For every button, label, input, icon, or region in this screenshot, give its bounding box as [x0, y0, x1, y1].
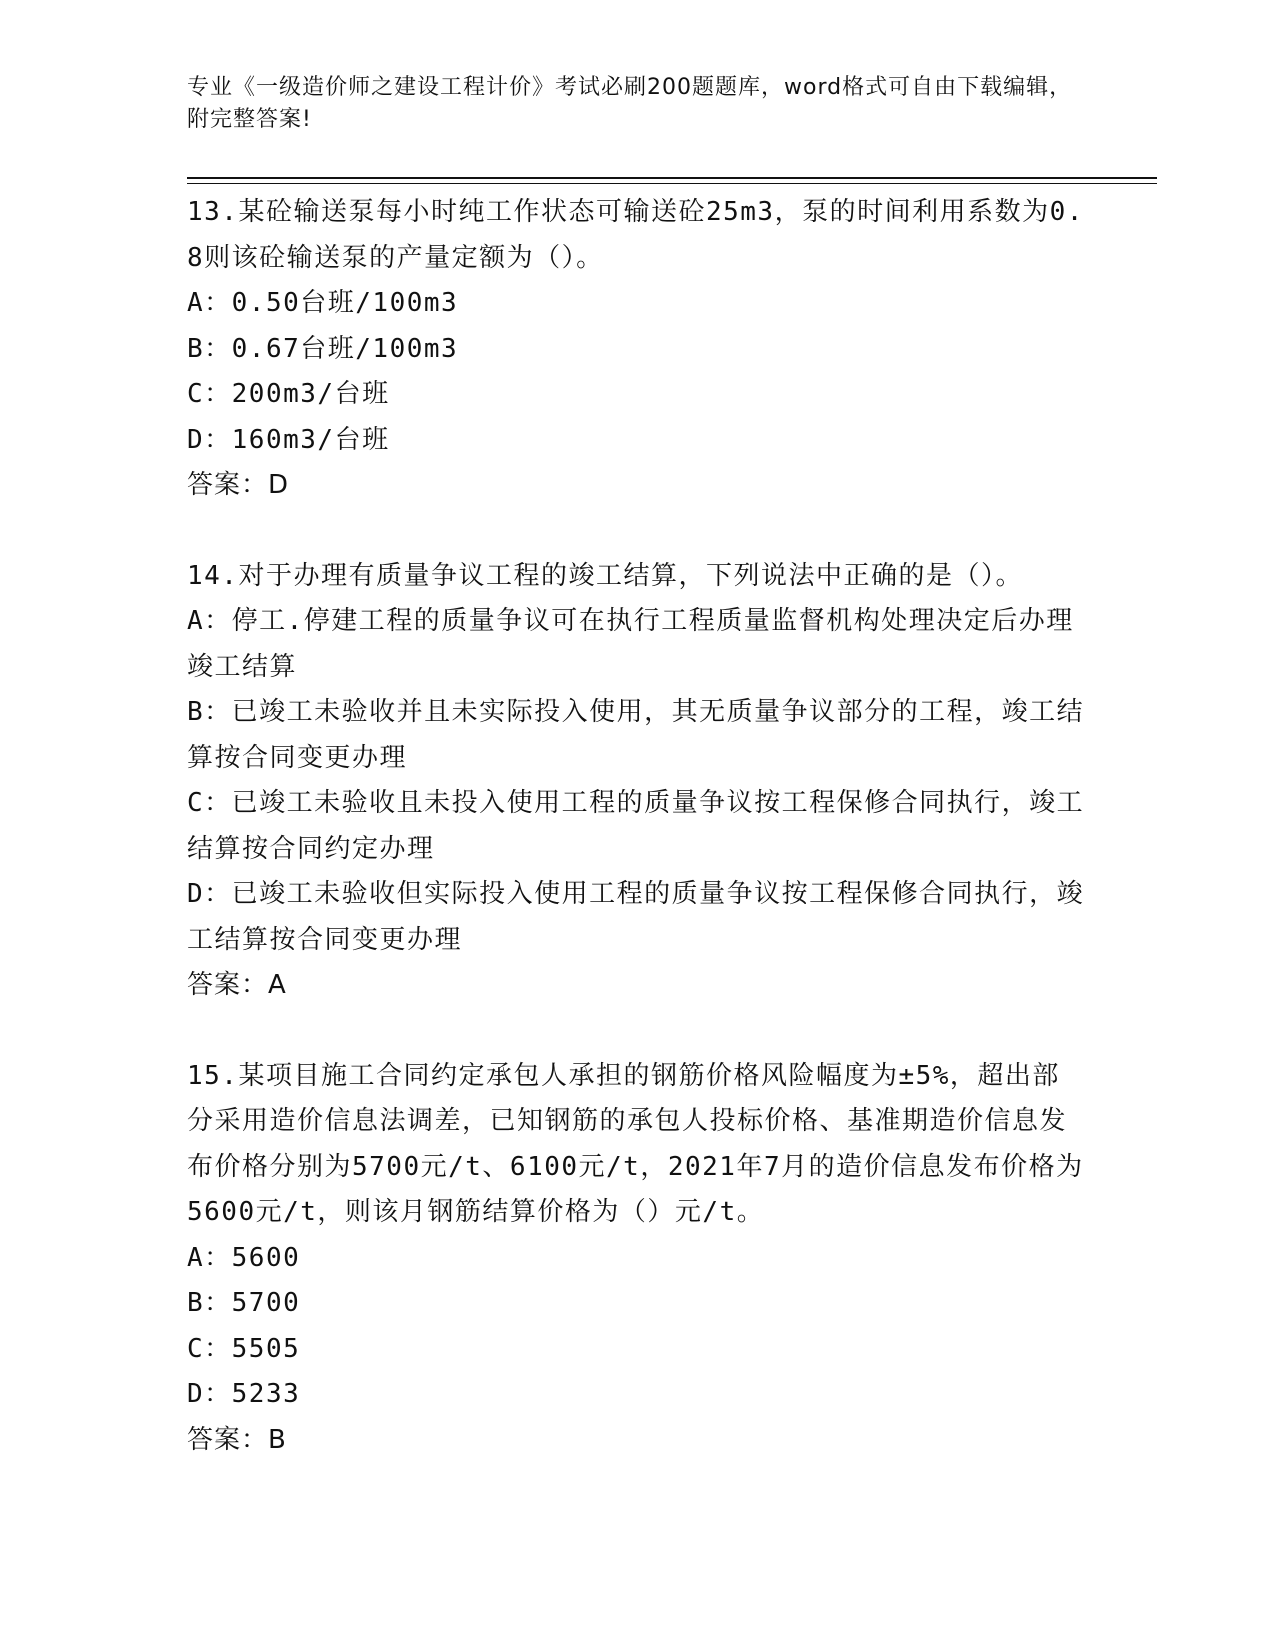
question-stem: 14.对于办理有质量争议工程的竣工结算，下列说法中正确的是（）。	[187, 560, 1023, 591]
header-divider-thin	[187, 183, 1157, 184]
option-b: B：0.67台班/100m3	[187, 333, 459, 364]
header-divider-thick	[187, 177, 1157, 179]
option-d: D：已竣工未验收但实际投入使用工程的质量争议按工程保修合同执行，竣工结算按合同变更办理	[187, 879, 1085, 955]
answer-label: 答案：B	[187, 1424, 287, 1455]
header-text: 专业《一级造价师之建设工程计价》考试必刷200题题库，word格式可自由下载编辑，附完整答案!	[187, 75, 1073, 132]
option-a: A：5600	[187, 1242, 301, 1273]
question-list	[187, 190, 1087, 1463]
option-d: D：5233	[187, 1379, 301, 1409]
option-d: D：160m3/台班	[187, 424, 390, 455]
question-separator	[187, 509, 1087, 554]
option-c: C：200m3/台班	[187, 379, 390, 409]
answer-label: 答案：A	[187, 970, 287, 1000]
option-b: B：已竣工未验收并且未实际投入使用，其无质量争议部分的工程，竣工结算按合同变更办理	[187, 697, 1085, 773]
question-stem: 13.某砼输送泵每小时纯工作状态可输送砼25m3，泵的时间利用系数为0.8则该砼输送泵的产量定额为（）。	[187, 197, 1084, 273]
question-stem: 15.某项目施工合同约定承包人承担的钢筋价格风险幅度为±5%，超出部分采用造价信息法调差，已知钢筋的承包人投标价格、基准期造价信息发布价格分别为5700元/t、6100元/t，2021年7月的造价信息发布价格为5600元/t，则该月钢筋结算价格为（）元/t。	[187, 1060, 1084, 1227]
option-a: A：0.50台班/100m3	[187, 288, 459, 318]
option-c: C：5505	[187, 1333, 301, 1364]
option-c: C：已竣工未验收且未投入使用工程的质量争议按工程保修合同执行，竣工结算按合同约定办理	[187, 788, 1085, 864]
question-15	[187, 1054, 1087, 1464]
option-a: A：停工.停建工程的质量争议可在执行工程质量监督机构处理决定后办理竣工结算	[187, 606, 1074, 682]
option-b: B：5700	[187, 1288, 301, 1318]
answer-label: 答案：D	[187, 470, 290, 500]
question-separator	[187, 1009, 1087, 1054]
question-14	[187, 554, 1087, 1009]
question-13	[187, 190, 1087, 509]
document-header	[187, 72, 1087, 136]
